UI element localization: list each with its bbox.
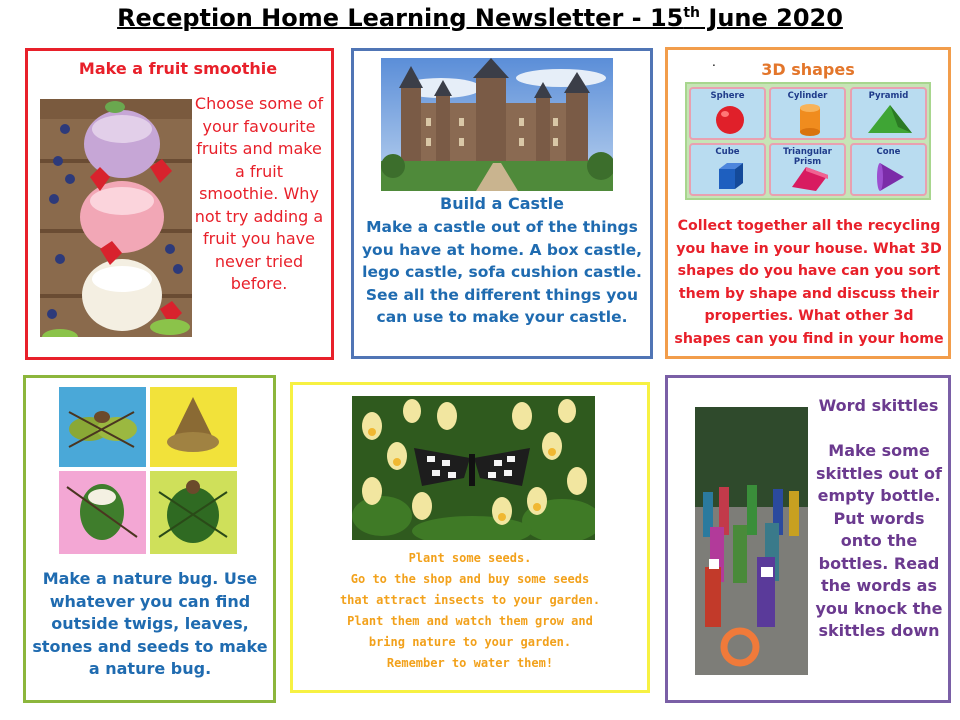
nature-bug-card: [23, 375, 276, 703]
shapes-text: Collect together all the recycling you have in your house. What 3D shapes do you have can you sort them by shape and discuss their properties. What other 3d shapes can you find in your home: [674, 218, 944, 347]
shape-card-triangular-prism: [769, 143, 846, 196]
castle-text: Make a castle out of the things you have at home. A box castle, lego castle, sofa cushion castle. See all the different things you can use to make your castle.: [361, 218, 643, 326]
shape-label: Cone: [876, 147, 901, 157]
shape-card-sphere: [689, 87, 766, 140]
shape-label: Cube: [715, 147, 740, 157]
smoothie-photo: [40, 99, 192, 337]
word-skittles-card: [665, 375, 951, 703]
shape-label: Triangular Prism: [783, 147, 832, 167]
skittles-photo: [695, 407, 808, 675]
seeds-line-5: bring nature to your garden.: [368, 635, 572, 649]
cube-icon: [713, 159, 747, 193]
cylinder-icon: [796, 103, 824, 137]
sphere-icon: [713, 103, 747, 137]
smoothie-heading: Make a fruit smoothie: [78, 59, 278, 78]
seeds-line-4: Plant them and watch them grow and: [347, 614, 593, 628]
shape-card-cone: [850, 143, 927, 196]
seeds-line-3: that attract insects to your garden.: [339, 593, 601, 607]
skittles-heading: Word skittles: [818, 396, 939, 415]
cone-icon: [874, 159, 908, 193]
pyramid-icon: [864, 103, 916, 137]
newsletter-title: [0, 4, 960, 32]
butterfly-photo: [352, 396, 595, 540]
seeds-line-1: Plant some seeds.: [408, 551, 532, 565]
prism-icon: [786, 159, 834, 193]
smoothie-text: Choose some of your favourite fruits and make a fruit smoothie. Why not try adding a fruit you have never tried before.: [194, 94, 324, 293]
smoothie-card: [25, 48, 334, 360]
seeds-line-2: Go to the shop and buy some seeds: [350, 572, 590, 586]
shape-card-cylinder: [769, 87, 846, 140]
title-ordinal: th: [683, 5, 701, 21]
shape-card-cube: [689, 143, 766, 196]
plant-seeds-card: [290, 382, 650, 693]
castle-photo: [381, 58, 613, 191]
castle-card: [351, 48, 653, 359]
shape-label: Sphere: [710, 91, 745, 101]
plant-seeds-text: [301, 548, 639, 674]
shapes-poster: [685, 82, 931, 200]
shape-label: Pyramid: [868, 91, 909, 101]
seeds-line-6: Remember to water them!: [386, 656, 554, 670]
shapes-card: [665, 47, 951, 359]
nature-bug-text: Make a nature bug. Use whatever you can find outside twigs, leaves, stones and seeds to make a nature bug.: [32, 569, 268, 679]
stray-dot: .: [712, 55, 716, 69]
title-main: Reception Home Learning Newsletter - 15: [117, 4, 684, 32]
shape-card-pyramid: [850, 87, 927, 140]
nature-bug-photo: [59, 387, 237, 554]
shape-label: Cylinder: [787, 91, 828, 101]
title-date: June 2020: [700, 4, 843, 32]
castle-heading: Build a Castle: [440, 194, 564, 213]
shapes-heading: 3D shapes: [761, 60, 855, 79]
skittles-text: Make some skittles out of empty bottle. Put words onto the bottles. Read the words as you knock the skittles down: [815, 441, 943, 640]
